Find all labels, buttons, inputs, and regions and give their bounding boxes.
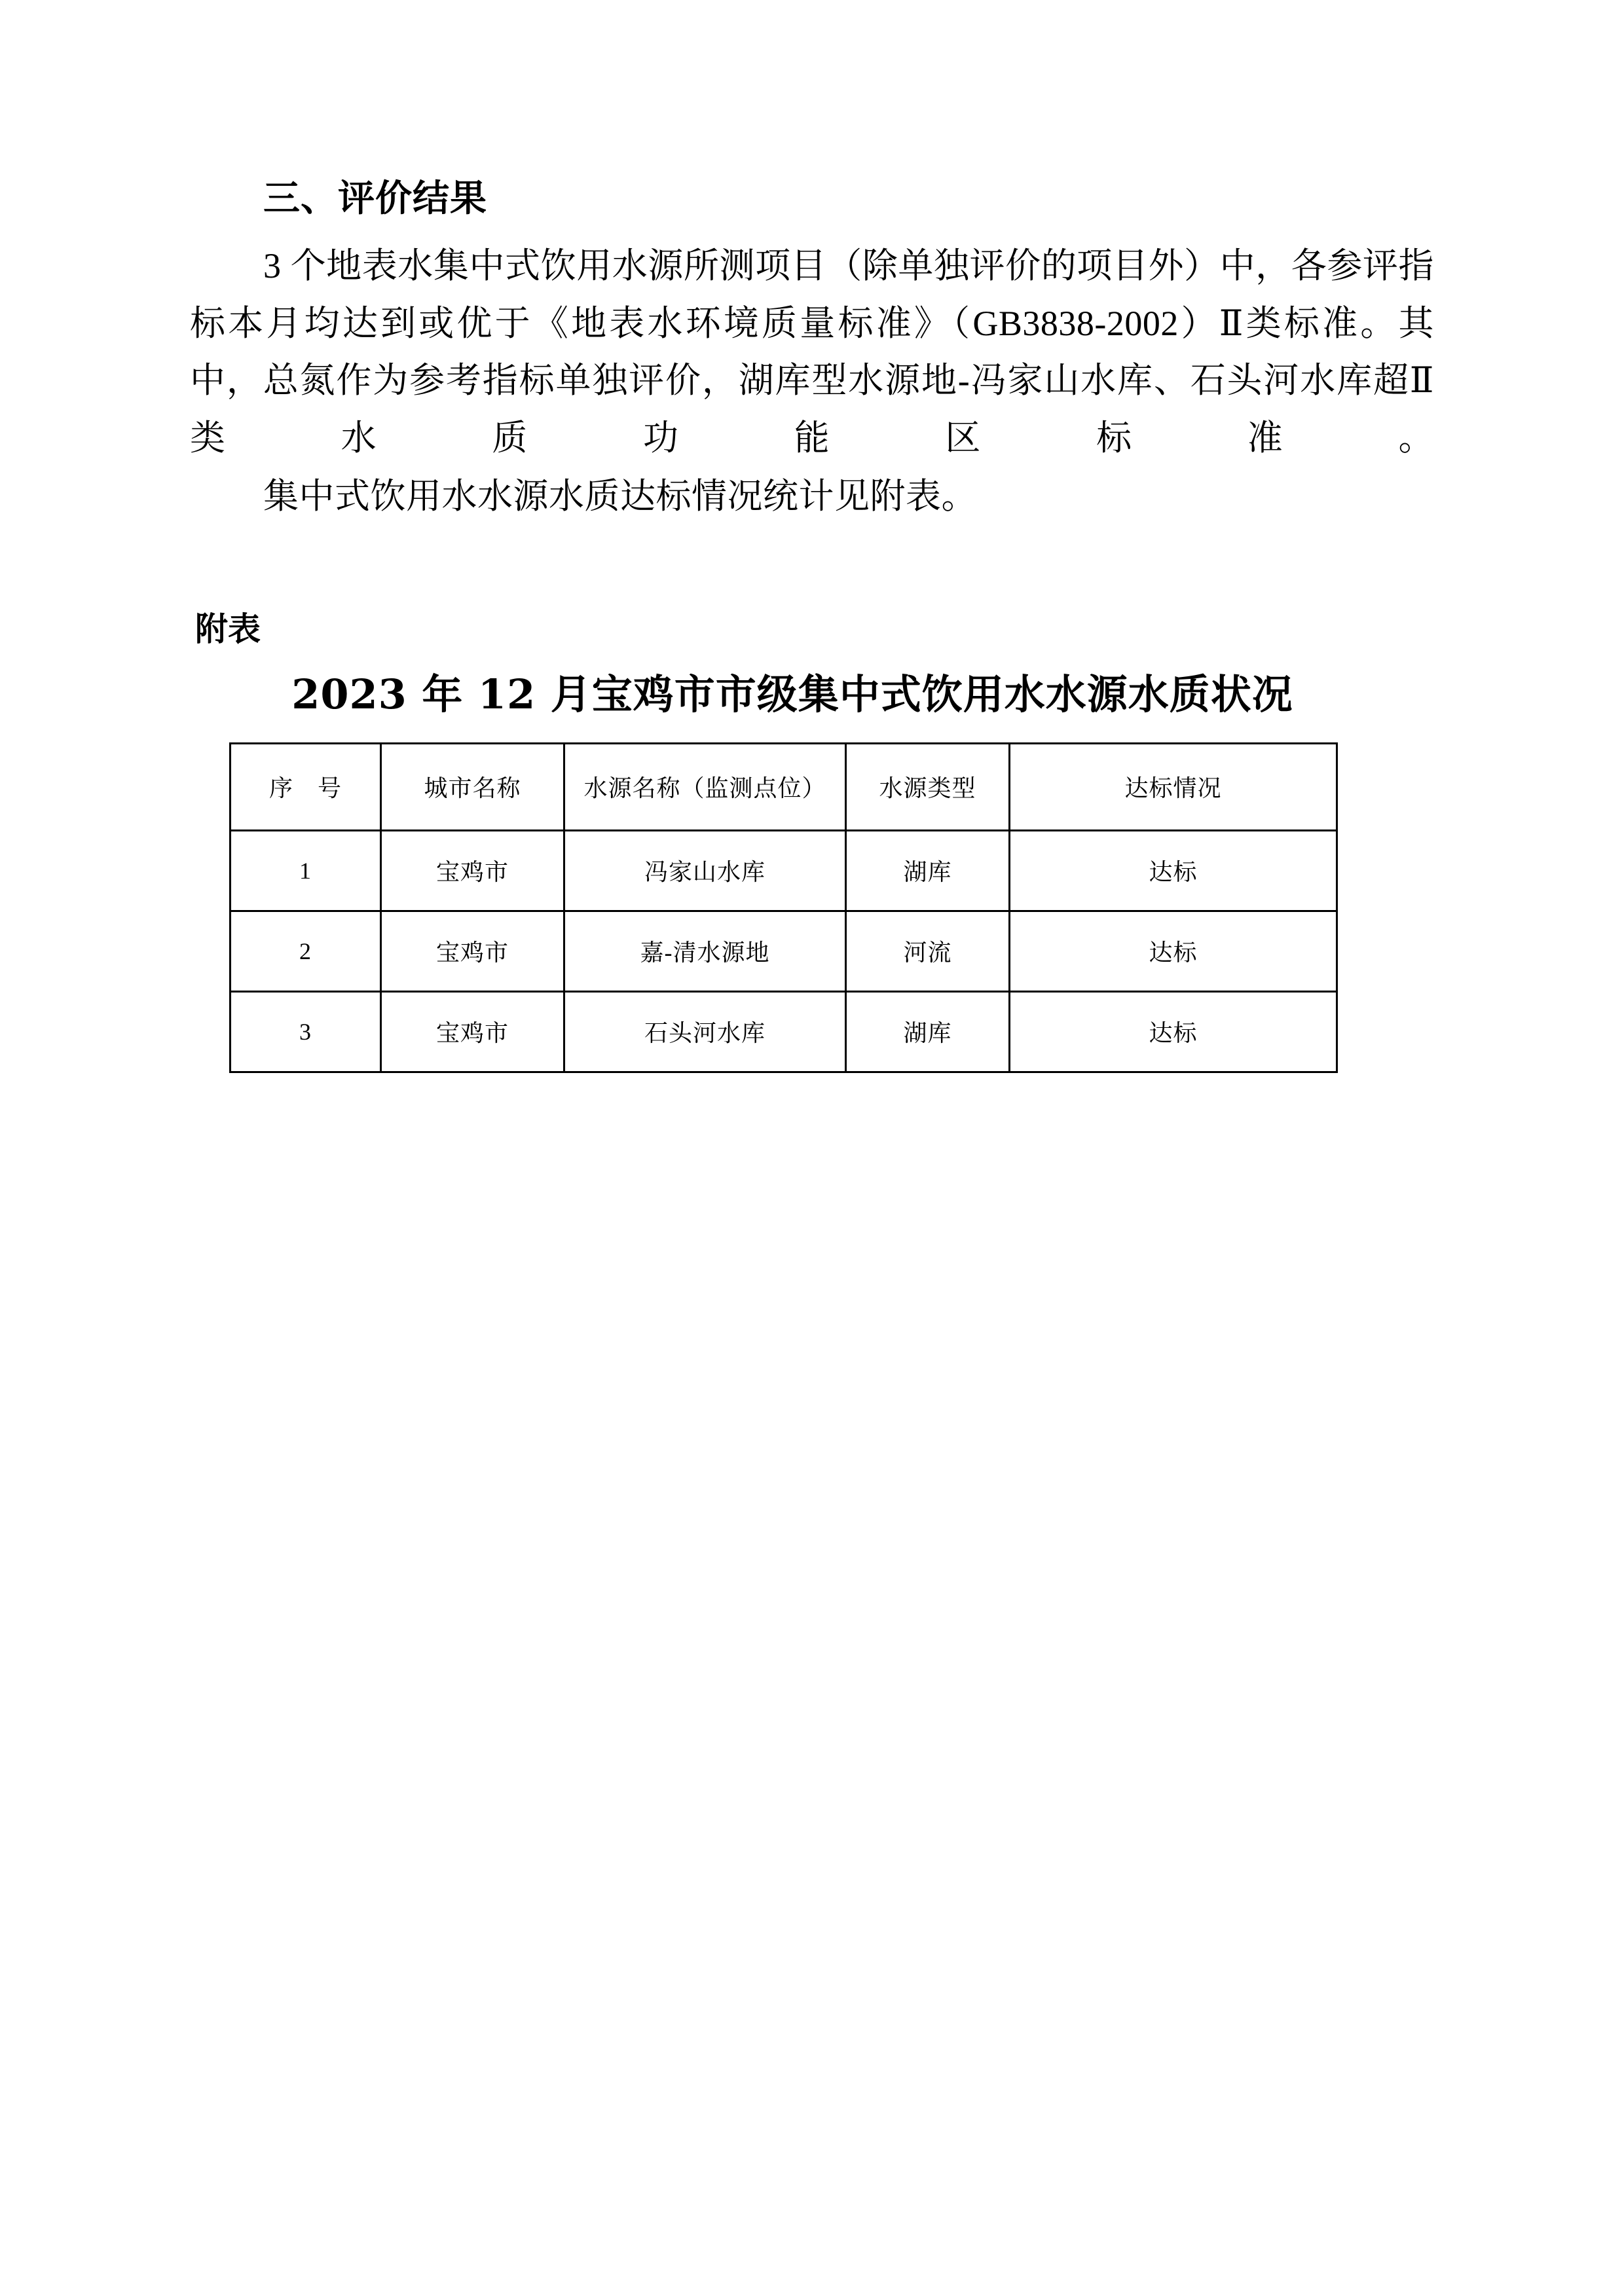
table-row xyxy=(231,830,1337,911)
cell-status: 达标 xyxy=(1010,830,1337,911)
table-header-cell-city: 城市名称 xyxy=(381,743,564,830)
paragraph-evaluation-result: 3 个地表水集中式饮用水源所测项目（除单独评价的项目外）中，各参评指标本月均达到或优于《地表水环境质量标准》（GB3838-2002）Ⅱ类标准。其中，总氮作为参考指标单独评价，湖库型水源地-冯家山水库、石头河水库超Ⅱ类水质功能区标准。 xyxy=(190,246,1434,458)
table-row xyxy=(231,991,1337,1072)
table-title: 2023 年 12 月宝鸡市市级集中式饮用水水源水质状况 xyxy=(291,670,1293,718)
cell-city: 宝鸡市 xyxy=(381,830,564,911)
table-header-row xyxy=(231,743,1337,830)
table-wrapper xyxy=(190,742,1434,1073)
attachment-label: 附表 xyxy=(195,610,261,648)
cell-city: 宝鸡市 xyxy=(381,991,564,1072)
table-header-cell-status: 达标情况 xyxy=(1010,743,1337,830)
cell-seq: 1 xyxy=(231,830,381,911)
table-header-cell-type: 水源类型 xyxy=(846,743,1010,830)
cell-type: 河流 xyxy=(846,911,1010,991)
cell-seq: 3 xyxy=(231,991,381,1072)
cell-source: 冯家山水库 xyxy=(564,830,846,911)
water-quality-table xyxy=(229,742,1338,1073)
cell-type: 湖库 xyxy=(846,830,1010,911)
section-heading: 三、评价结果 xyxy=(263,177,487,220)
cell-source: 石头河水库 xyxy=(564,991,846,1072)
cell-source: 嘉-清水源地 xyxy=(564,911,846,991)
cell-type: 湖库 xyxy=(846,991,1010,1072)
paragraph-attachment-note: 集中式饮用水水源水质达标情况统计见附表。 xyxy=(263,477,977,517)
cell-status: 达标 xyxy=(1010,991,1337,1072)
table-header-cell-seq: 序 号 xyxy=(231,743,381,830)
cell-status: 达标 xyxy=(1010,911,1337,991)
cell-city: 宝鸡市 xyxy=(381,911,564,991)
document-content xyxy=(190,177,1434,1073)
table-header-cell-source: 水源名称（监测点位） xyxy=(564,743,846,830)
table-row xyxy=(231,911,1337,991)
cell-seq: 2 xyxy=(231,911,381,991)
